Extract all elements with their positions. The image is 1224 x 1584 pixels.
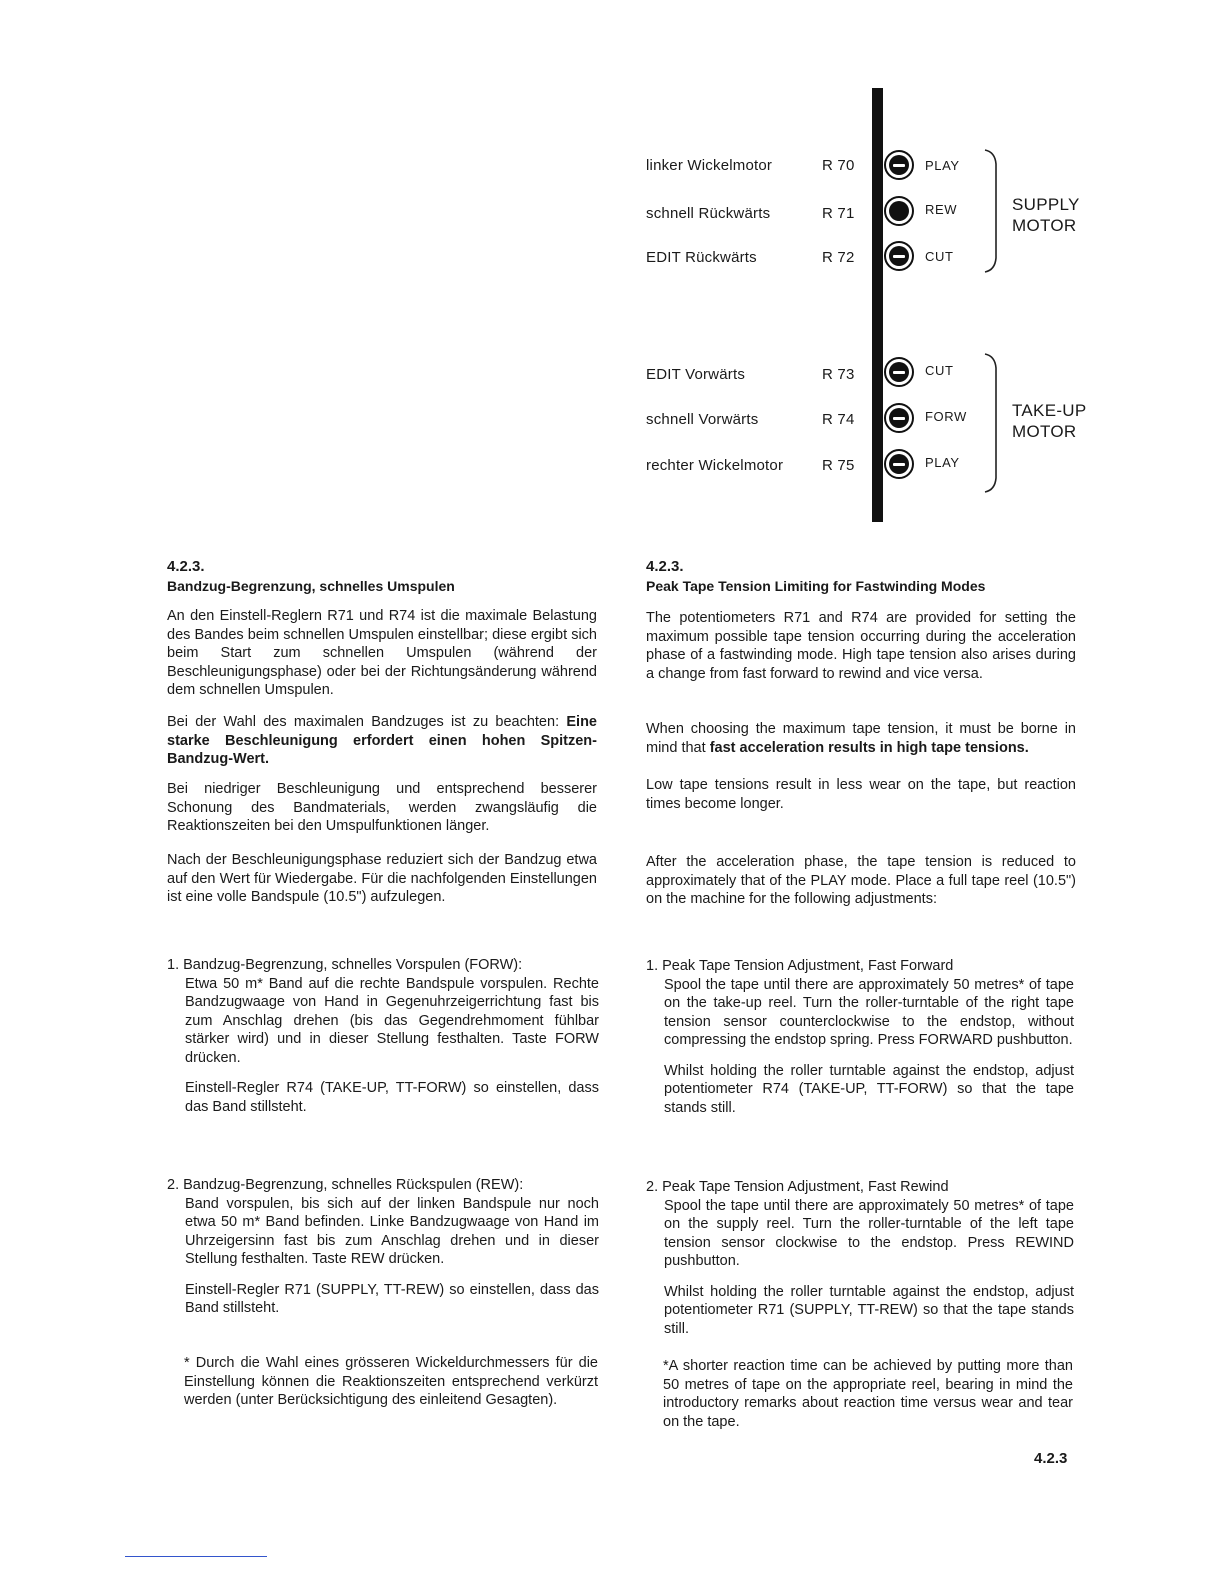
english-paragraph-1: The potentiometers R71 and R74 are provided for setting the maximum possible tape tension occurring during the acceleration phase of a fastwinding mode. High tape tension also arises during a change from fast forward to rewind and vice versa. [646, 610, 1076, 682]
pot-label: EDIT Vorwärts [646, 366, 746, 383]
pot-function: PLAY [925, 455, 960, 470]
step-adjust: Einstell-Regler R71 (SUPPLY, TT-REW) so einstellen, dass das Band stillsteht. [185, 1281, 599, 1316]
english-paragraph-3: Low tape tensions result in less wear on the tape, but reaction times become longer. [646, 777, 1076, 812]
english-step-2 [646, 1178, 1074, 1338]
section-title: Bandzug-Begrenzung, schnelles Umspulen [167, 577, 455, 594]
step-heading: 1. Peak Tape Tension Adjustment, Fast Forward [646, 958, 954, 974]
supply-bracket-icon [982, 148, 1006, 274]
potentiometer-knob-icon [884, 196, 914, 226]
english-section-header [646, 558, 1076, 595]
german-paragraph-2 [167, 713, 597, 769]
potentiometer-knob-icon [884, 357, 914, 387]
paragraph-emphasis: fast acceleration results in high tape tensions. [709, 739, 1029, 756]
section-number: 4.2.3. [646, 558, 684, 575]
pot-function: CUT [925, 363, 954, 378]
group-label-line: SUPPLY [1012, 195, 1080, 214]
step-body: Etwa 50 m* Band auf die rechte Bandspule vorspulen. Rechte Bandzugwaage von Hand in Gegenuhrzeigerrichtung fast bis zum Anschlag drehen (bis das Gegendrehmoment fühlbar stärker wird) und in dieser Stellung festhalten. Taste FORW drücken. [185, 975, 599, 1066]
step-body: Band vorspulen, bis sich auf der linken Bandspule nur noch etwa 50 m* Band befinden. Linke Bandzugwaage von Hand im Uhrzeigersinn fast bis zum Anschlag drehen und in dieser Stellung festhalten. Taste REW drücken. [185, 1195, 599, 1267]
paragraph-intro: Bei der Wahl des maximalen Bandzuges ist zu beachten: [167, 714, 560, 730]
pot-label: rechter Wickelmotor [646, 457, 784, 474]
supply-motor-label [1012, 194, 1080, 236]
step-adjust: Einstell-Regler R74 (TAKE-UP, TT-FORW) so einstellen, dass das Band stillsteht. [185, 1080, 599, 1115]
group-label-line: MOTOR [1012, 216, 1077, 235]
german-step-1 [167, 956, 599, 1116]
paragraph-intro: When choosing the maximum tape tension, it must be borne in mind that [646, 721, 1076, 756]
pot-function: REW [925, 202, 958, 217]
english-paragraph-2 [646, 720, 1076, 757]
step-adjust: Whilst holding the roller turntable against the endstop, adjust potentiometer R71 (SUPPLY, TT-REW) so that the tape stands still. [664, 1283, 1074, 1337]
pot-ref: R 73 [822, 366, 855, 383]
german-section-header [167, 558, 597, 595]
circuit-board-edge [872, 88, 883, 522]
pot-function: FORW [925, 409, 967, 424]
potentiometer-knob-icon [884, 449, 914, 479]
bottom-rule [125, 1556, 267, 1557]
potentiometer-knob-icon [884, 403, 914, 433]
group-label-line: MOTOR [1012, 422, 1077, 441]
step-heading: 2. Peak Tape Tension Adjustment, Fast Rewind [646, 1179, 949, 1195]
potentiometer-knob-icon [884, 150, 914, 180]
group-label-line: TAKE-UP [1012, 401, 1087, 420]
step-heading: 1. Bandzug-Begrenzung, schnelles Vorspulen (FORW): [167, 957, 523, 973]
takeup-bracket-icon [982, 352, 1006, 494]
german-paragraph-1: An den Einstell-Reglern R71 und R74 ist die maximale Belastung des Bandes beim schnellen Umspulen einstellbar; diese ergibt sich beim Start zum schnellen Umspulen (während der Beschleunigungsphase) oder bei der Richtungsänderung während dem schnellen Umspulen. [167, 608, 597, 698]
pot-function: CUT [925, 249, 954, 264]
pot-ref: R 72 [822, 249, 855, 266]
english-paragraph-4: After the acceleration phase, the tape tension is reduced to approximately that of the PLAY mode. Place a full tape reel (10.5") on the machine for the following adjustments: [646, 854, 1076, 907]
pot-ref: R 71 [822, 205, 855, 222]
english-footnote: *A shorter reaction time can be achieved by putting more than 50 metres of tape on the appropriate reel, bearing in mind the introductory remarks about reaction time versus wear and tear on the tape. [663, 1358, 1073, 1430]
paragraph-emphasis: Eine starke Beschleunigung erfordert einen hohen Spitzen-Bandzug-Wert. [167, 714, 597, 767]
german-footnote: * Durch die Wahl eines grösseren Wickeldurchmessers für die Einstellung können die Reaktionszeiten entsprechend verkürzt werden (unter Berücksichtigung des einleitend Gesagten). [184, 1355, 598, 1408]
pot-function: PLAY [925, 158, 960, 173]
potentiometer-knob-icon [884, 241, 914, 271]
german-step-2 [167, 1176, 599, 1318]
section-number: 4.2.3. [167, 558, 205, 575]
step-adjust: Whilst holding the roller turntable against the endstop, adjust potentiometer R74 (TAKE-UP, TT-FORW) so that the tape stands still. [664, 1062, 1074, 1116]
pot-label: EDIT Rückwärts [646, 249, 757, 266]
german-paragraph-3: Bei niedriger Beschleunigung und entsprechend besserer Schonung des Bandmaterials, werden zwangsläufig die Reaktionszeiten bei den Umspulfunktionen länger. [167, 781, 597, 834]
english-step-1 [646, 957, 1074, 1117]
pot-ref: R 74 [822, 411, 855, 428]
german-paragraph-4: Nach der Beschleunigungsphase reduziert sich der Bandzug etwa auf den Wert für Wiedergabe. Für die nachfolgenden Einstellungen ist eine volle Bandspule (10.5") aufzulegen. [167, 852, 597, 905]
section-title: Peak Tape Tension Limiting for Fastwinding Modes [646, 577, 986, 594]
takeup-motor-label [1012, 400, 1087, 442]
pot-label: linker Wickelmotor [646, 157, 773, 174]
step-heading: 2. Bandzug-Begrenzung, schnelles Rückspulen (REW): [167, 1177, 524, 1193]
step-body: Spool the tape until there are approximately 50 metres* of tape on the supply reel. Turn the roller-turntable of the left tape tension sensor clockwise to the endstop. Press REWIND pushbutton. [664, 1197, 1074, 1269]
page-number: 4.2.3 [1034, 1450, 1068, 1467]
pot-ref: R 70 [822, 157, 855, 174]
pot-label: schnell Vorwärts [646, 411, 759, 428]
pot-label: schnell Rückwärts [646, 205, 771, 222]
step-body: Spool the tape until there are approximately 50 metres* of tape on the take-up reel. Turn the roller-turntable of the right tape tension sensor counterclockwise to the endstop, without compressing the endstop spring. Press FORWARD pushbutton. [664, 976, 1074, 1048]
pot-ref: R 75 [822, 457, 855, 474]
